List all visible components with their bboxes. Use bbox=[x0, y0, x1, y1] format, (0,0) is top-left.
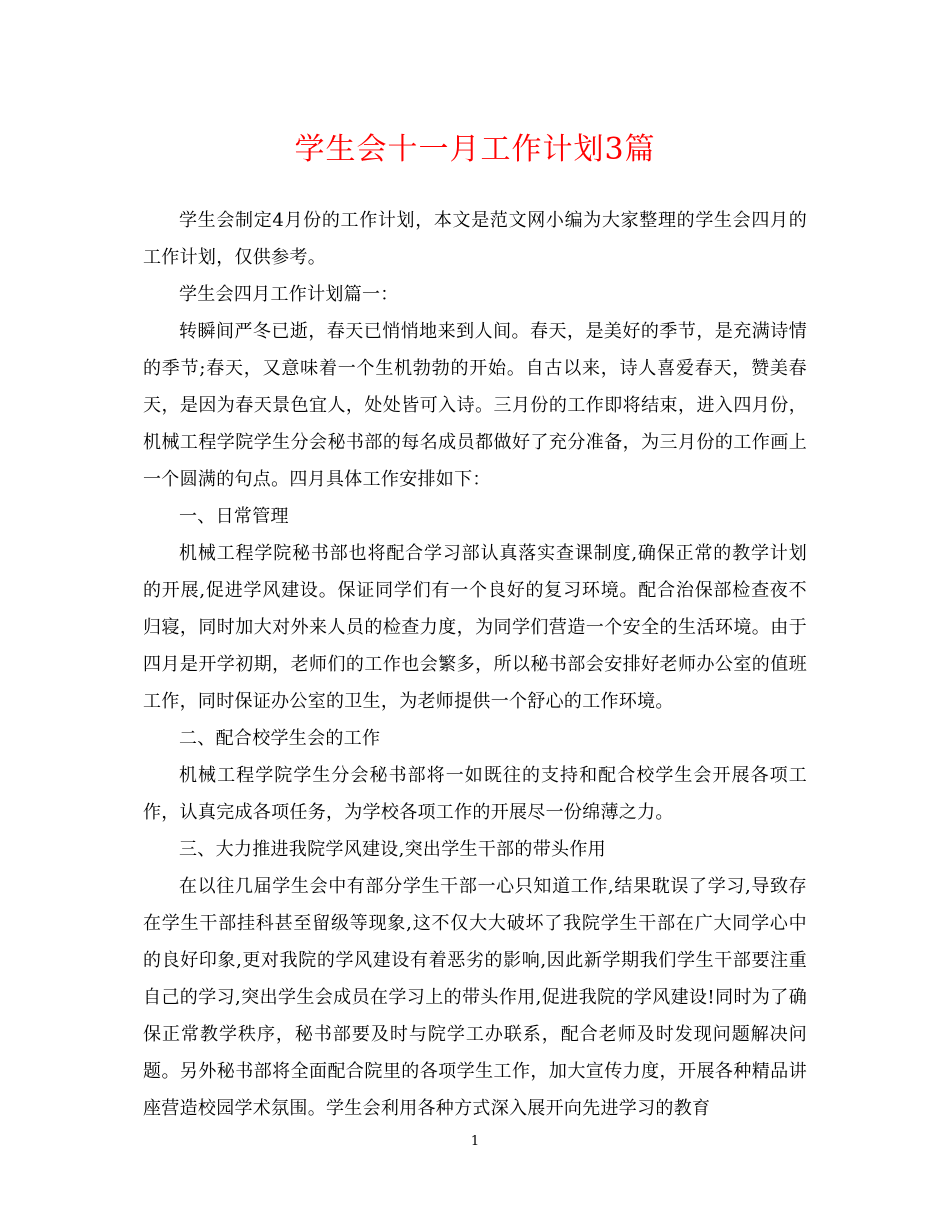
page-number: 1 bbox=[470, 1134, 480, 1149]
section-heading-plan-one: 学生会四月工作计划篇一： bbox=[179, 284, 399, 305]
document-body bbox=[143, 202, 807, 1127]
document-title: 学生会十一月工作计划3篇 bbox=[294, 132, 656, 167]
daily-management-paragraph: 机械工程学院秘书部也将配合学习部认真落实查课制度,确保正常的教学计划的开展,促进学风建设。保证同学们有一个良好的复习环境。配合治保部检查夜不归寝，同时加大对外来人员的检查力度，为同学们营造一个安全的生活环境。由于四月是开学初期，老师们的工作也会繁多，所以秘书部会安排好老师办公室的值班工作，同时保证办公室的卫生，为老师提供一个舒心的工作环境。 bbox=[143, 543, 807, 712]
section-heading-daily-management: 一、日常管理 bbox=[179, 506, 289, 527]
section-heading-study-style: 三、大力推进我院学风建设,突出学生干部的带头作用 bbox=[179, 839, 606, 860]
study-style-paragraph: 在以往几届学生会中有部分学生干部一心只知道工作,结果耽误了学习,导致存在学生干部挂科甚至留级等现象,这不仅大大破坏了我院学生干部在广大同学心中的良好印象,更对我院的学风建设有着恶劣的影响,因此新学期我们学生干部要注重自己的学习,突出学生会成员在学习上的带头作用,促进我院的学风建设!同时为了确保正常教学秩序，秘书部要及时与院学工办联系，配合老师及时发现问题解决问题。另外秘书部将全面配合院里的各项学生工作，加大宣传力度，开展各种精品讲座营造校园学术氛围。学生会利用各种方式深入展开向先进学习的教育 bbox=[143, 876, 807, 1119]
intro-paragraph: 学生会制定4月份的工作计划，本文是范文网小编为大家整理的学生会四月的工作计划，仅供参考。 bbox=[143, 210, 807, 268]
cooperate-union-paragraph: 机械工程学院学生分会秘书部将一如既往的支持和配合校学生会开展各项工作，认真完成各项任务，为学校各项工作的开展尽一份绵薄之力。 bbox=[143, 765, 807, 823]
section-heading-cooperate-union: 二、配合校学生会的工作 bbox=[179, 728, 381, 749]
spring-paragraph: 转瞬间严冬已逝，春天已悄悄地来到人间。春天，是美好的季节，是充满诗情的季节;春天，又意味着一个生机勃勃的开始。自古以来，诗人喜爱春天，赞美春天，是因为春天景色宜人，处处皆可入诗。三月份的工作即将结束，进入四月份，机械工程学院学生分会秘书部的每名成员都做好了充分准备，为三月份的工作画上一个圆满的句点。四月具体工作安排如下： bbox=[143, 321, 807, 490]
